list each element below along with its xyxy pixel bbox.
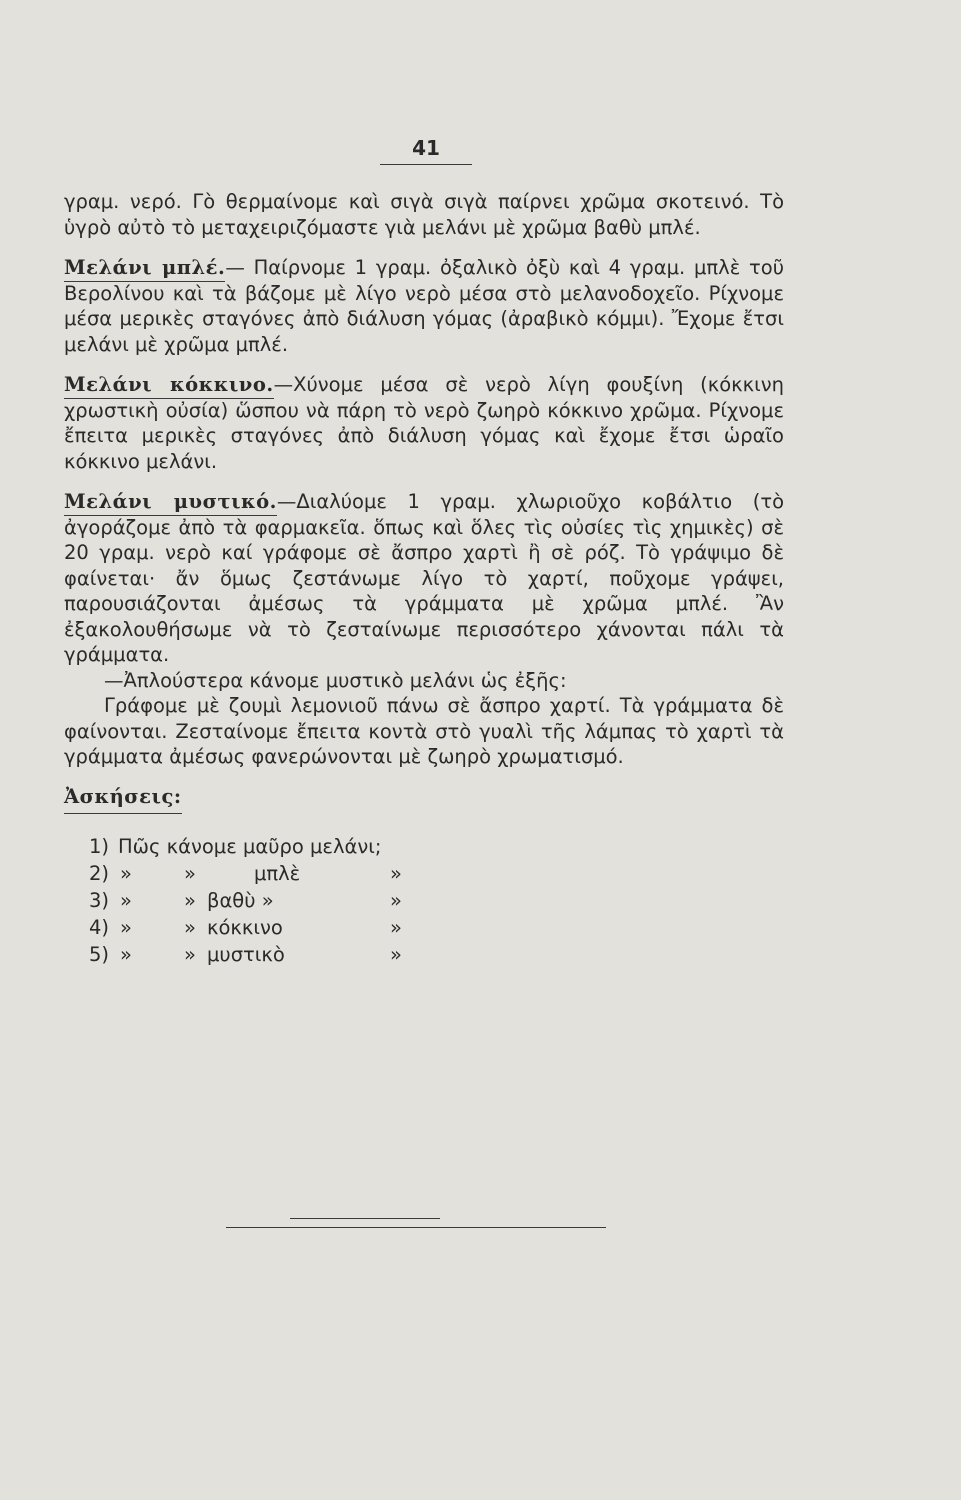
- exercise-list: [64, 834, 784, 969]
- exercise-item: [89, 834, 784, 861]
- secret-ink-heading: Μελάνι μυστικό.: [64, 490, 277, 516]
- intro-paragraph: γραμ. νερό. Γὸ θερμαίνομε καὶ σιγὰ σιγὰ παίρνει χρῶμα σκοτεινό. Τὸ ὑγρὸ αὐτὸ τὸ μεταχειριζόμαστε γιὰ μελάνι μὲ χρῶμα βαθὺ μπλέ.: [64, 190, 784, 239]
- ditto-mark: »: [390, 916, 402, 939]
- ditto-mark: »: [184, 943, 196, 966]
- exercises-title: Ἀσκήσεις:: [64, 784, 182, 815]
- exercise-word: μπλὲ: [254, 862, 301, 885]
- exercise-number: 2): [89, 862, 110, 885]
- exercise-number: 1): [89, 835, 110, 858]
- exercise-number: 4): [89, 916, 110, 939]
- secret-ink-text: —Διαλύομε 1 γραμ. χλωριοῦχο κοβάλτιο (τὸ ἀγοράζομε ἀπὸ τὰ φαρμακεῖα. ὅπως καὶ ὅλες τὶς οὐσίες τὶς χημικὲς) σὲ 20 γραμ. νερὸ καί γράφομε σὲ ἄσπρο χαρτὶ ἢ σὲ ρόζ. Τὸ γράψιμο δὲ φαίνεται· ἄν ὅμως ζεστάνωμε λίγο τὸ χαρτί, ποῦχομε γράψει, παρουσιάζονται ἀμέσως τὰ γράμματα μὲ χρῶμα μπλέ. Ἂν ἐξακολουθήσωμε νὰ τὸ ζεσταίνωμε περισσότερο χάνονται πάλι τὰ γράμματα.: [64, 490, 784, 666]
- red-ink-paragraph: [64, 372, 784, 474]
- exercise-item: [89, 888, 784, 915]
- end-rule-long: [226, 1227, 606, 1228]
- exercise-word: βαθὺ »: [207, 889, 274, 912]
- page-number: 41: [380, 136, 472, 165]
- end-rule-short: [290, 1218, 440, 1219]
- ditto-mark: »: [120, 943, 132, 966]
- ditto-mark: »: [390, 943, 402, 966]
- blue-ink-paragraph: [64, 255, 784, 357]
- blue-ink-heading: Μελάνι μπλέ.: [64, 256, 225, 282]
- exercise-item: [89, 915, 784, 942]
- body-text: [64, 189, 784, 969]
- ditto-mark: »: [390, 889, 402, 912]
- exercise-word: μυστικὸ: [207, 943, 285, 966]
- red-ink-heading: Μελάνι κόκκινο.: [64, 373, 274, 399]
- exercise-item: [89, 942, 784, 969]
- exercise-item: [89, 861, 784, 888]
- exercise-number: 5): [89, 943, 110, 966]
- ditto-mark: »: [390, 862, 402, 885]
- ditto-mark: »: [120, 862, 132, 885]
- red-ink-text: —Χύνομε μέσα σὲ νερὸ λίγη φουξίνη (κόκκινη χρωστικὴ οὐσία) ὥσπου νὰ πάρη τὸ νερὸ ζωηρὸ κόκκινο χρῶμα. Ρίχνομε ἔπειτα μερικὲς σταγόνες ἀπὸ διάλυση γόμας καὶ ἔχομε ἔτσι ὡραῖο κόκκινο μελάνι.: [64, 373, 784, 473]
- ditto-mark: »: [120, 889, 132, 912]
- ditto-mark: »: [184, 889, 196, 912]
- exercise-question: Πῶς κάνομε μαῦρο μελάνι;: [118, 835, 382, 858]
- ditto-mark: »: [184, 916, 196, 939]
- blue-ink-text: — Παίρνομε 1 γραμ. ὀξαλικὸ ὀξὺ καὶ 4 γραμ. μπλὲ τοῦ Βερολίνου καὶ τὰ βάζομε μὲ λίγο νερὸ μέσα στὸ μελανοδοχεῖο. Ρίχνομε μέσα μερικὲς σταγόνες ἀπὸ διάλυση γόμας (ἀραβικὸ κόμμι). Ἔχομε ἔτσι μελάνι μὲ χρῶμα μπλέ.: [64, 256, 784, 356]
- exercise-number: 3): [89, 889, 110, 912]
- exercise-word: κόκκινο: [207, 916, 283, 939]
- secret-ink-paragraph: [64, 489, 784, 668]
- simple-method-intro: —Ἀπλούστερα κάνομε μυστικὸ μελάνι ὡς ἐξῆς:: [104, 668, 567, 692]
- simple-method-text: Γράφομε μὲ ζουμὶ λεμονιοῦ πάνω σὲ ἄσπρο χαρτί. Τὰ γράμματα δὲ φαίνονται. Ζεσταίνομε ἔπειτα κοντὰ στὸ γυαλὶ τῆς λάμπας τὸ χαρτὶ τὰ γράμματα ἀμέσως φανερώνονται μὲ ζωηρὸ χρωματισμό.: [64, 694, 784, 768]
- ditto-mark: »: [120, 916, 132, 939]
- ditto-mark: »: [184, 862, 196, 885]
